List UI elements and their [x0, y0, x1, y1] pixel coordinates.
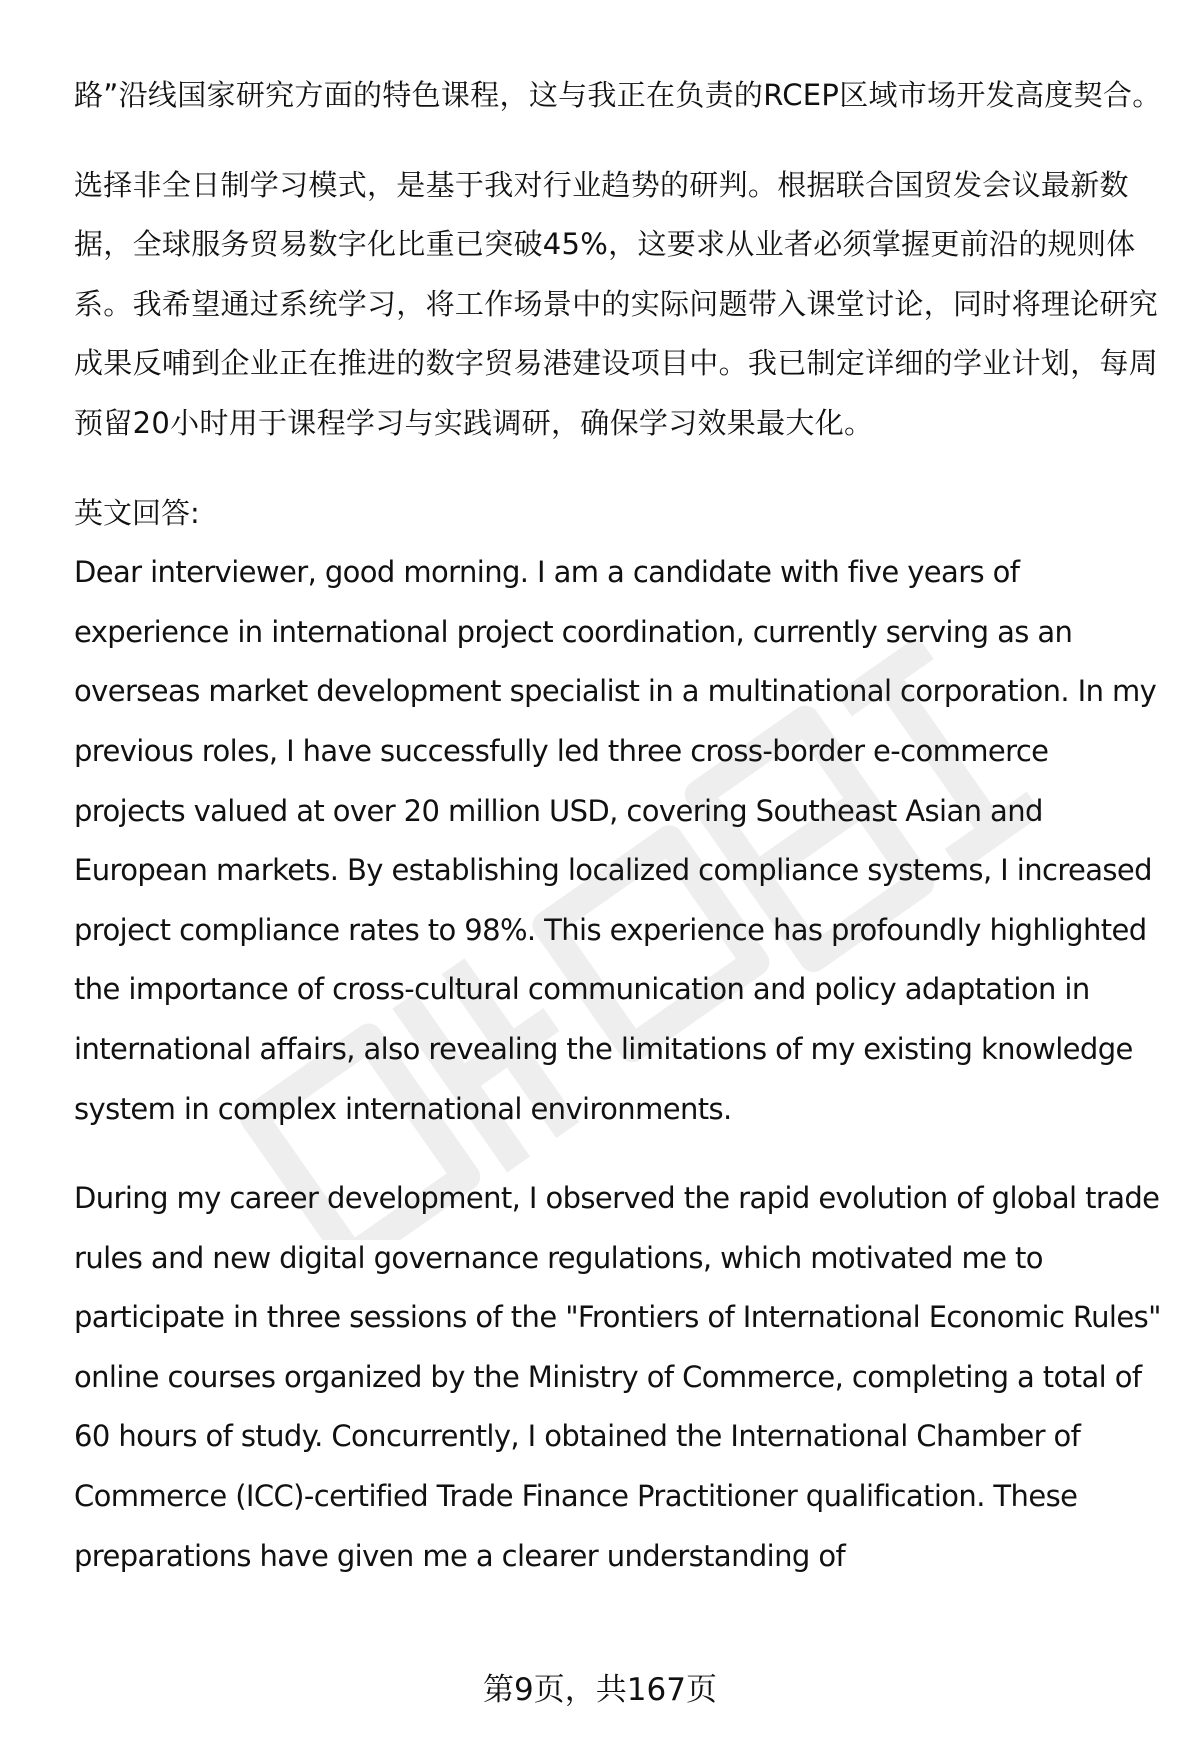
en-paragraph-2: During my career development, I observed the rapid evolution of global trade rules and new digital governance regulations, which motivated me to participate in three sessions of the "Frontiers of International Economic Rules" online courses organized by the Ministry of Commerce, completing a total of 60 hours of study. Concurrently, I obtained the International Chamber of Commerce (ICC)-certified Trade Finance Practitioner qualification. These preparations have given me a clearer understanding of	[74, 1181, 1161, 1573]
page-number-footer: 第9页，共167页	[483, 1672, 717, 1708]
cn-paragraph-2: 选择非全日制学习模式，是基于我对行业趋势的研判。根据联合国贸发会议最新数据，全球服务贸易数字化比重已突破45%，这要求从业者必须掌握更前沿的规则体系。我希望通过系统学习，将工作场景中的实际问题带入课堂讨论，同时将理论研究成果反哺到企业正在推进的数字贸易港建设项目中。我已制定详细的学业计划，每周预留20小时用于课程学习与实践调研，确保学习效果最大化。	[74, 167, 1159, 440]
document-body	[74, 66, 1164, 1586]
cn-paragraph-1: 路”沿线国家研究方面的特色课程，这与我正在负责的RCEP区域市场开发高度契合。	[74, 78, 1162, 112]
en-paragraph-1: Dear interviewer, good morning. I am a candidate with five years of experience in international project coordination, currently serving as an overseas market development specialist in a multinational corporation. In my previous roles, I have successfully led three cross-border e-commerce projects valued at over 20 million USD, covering Southeast Asian and European markets. By establishing localized compliance systems, I increased project compliance rates to 98%. This experience has profoundly highlighted the importance of cross-cultural communication and policy adaptation in international affairs, also revealing the limitations of my existing knowledge system in complex international environments.	[74, 555, 1157, 1126]
english-answer-label: 英文回答:	[74, 495, 200, 530]
